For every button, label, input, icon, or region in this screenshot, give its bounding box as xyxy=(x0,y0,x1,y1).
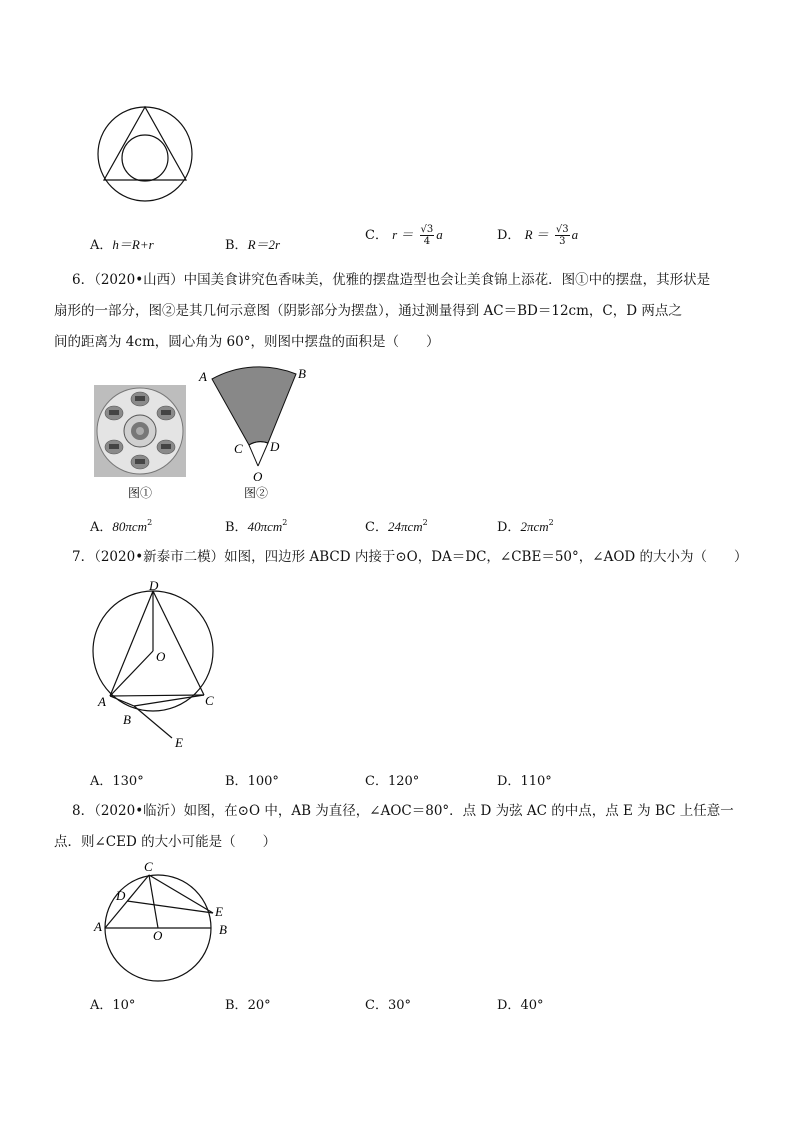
q8-option-a: A．10° xyxy=(90,998,136,1013)
q8-label-A: A xyxy=(94,919,102,934)
q6-line-3: 间的距离为 4cm，圆心角为 60°，则图中摆盘的面积是（ ） xyxy=(54,334,440,350)
q7-option-a: A．130° xyxy=(90,774,144,789)
q7-option-c: C．120° xyxy=(365,774,420,789)
q6-label-A: A xyxy=(199,369,207,384)
q7-option-d: D．110° xyxy=(497,774,552,789)
q7-text xyxy=(72,542,748,573)
q7-label-O: O xyxy=(156,649,166,664)
q6-text xyxy=(54,265,722,358)
q6-option-b: B．40πcm$^2$ xyxy=(225,518,288,535)
q6-line-2: 扇形的一部分，图②是其几何示意图（阴影部分为摆盘），通过测量得到 AC＝BD＝12cm，C，D 两点之 xyxy=(54,303,682,319)
q8-label-C: C xyxy=(144,859,153,874)
q5-option-d: D． R ＝ $\frac{√3}{3}$ a xyxy=(497,224,579,247)
q5-c-fraction: $\frac{√3}{4}$ xyxy=(420,224,434,247)
q6-caption-1: 图① xyxy=(128,486,153,500)
q5-d-fraction: $\frac{√3}{3}$ xyxy=(555,224,569,247)
q6-option-d: D．2πcm$^2$ xyxy=(497,518,554,535)
q8-label-B: B xyxy=(219,922,227,937)
q6-option-c: C．24πcm$^2$ xyxy=(365,518,428,535)
q6-option-a: A．80πcm$^2$ xyxy=(90,518,153,535)
q6-plate-photo xyxy=(94,385,186,477)
q7-label-A: A xyxy=(98,694,106,709)
q8-line-2: 点．则∠CED 的大小可能是（ ） xyxy=(54,834,277,850)
q8-line-1: 8．（2020•临沂）如图，在⊙O 中，AB 为直径，∠AOC＝80°．点 D 为弦 AC 的中点，点 E 为 BC 上任意一 xyxy=(72,803,734,819)
q7-label-E: E xyxy=(175,735,183,750)
q5-option-a: A．h＝R+r xyxy=(90,237,154,253)
q6-caption-2: 图② xyxy=(244,486,269,500)
q7-option-b: B．100° xyxy=(225,774,279,789)
q6-label-D: D xyxy=(270,439,280,454)
q8-option-d: D．40° xyxy=(497,998,544,1013)
q5-option-b: B．R＝2r xyxy=(225,237,281,253)
q8-option-b: B．20° xyxy=(225,998,271,1013)
q6-label-O: O xyxy=(253,469,263,484)
q6-label-C: C xyxy=(234,441,243,456)
q7-label-B: B xyxy=(123,712,131,727)
q6-line-1: 6．（2020•山西）中国美食讲究色香味美，优雅的摆盘造型也会让美食锦上添花．图①中的摆盘，其形状是 xyxy=(72,272,711,288)
q8-figure xyxy=(88,856,238,988)
q7-line-1: 7．（2020•新泰市二模）如图，四边形 ABCD 内接于⊙O，DA＝DC，∠CBE＝50°，∠AOD 的大小为（ ） xyxy=(72,549,748,565)
q6-label-B: B xyxy=(298,366,306,381)
q6-sector-figure xyxy=(196,364,316,486)
q8-text xyxy=(54,796,734,858)
q8-label-E: E xyxy=(215,904,223,919)
q8-label-D: D xyxy=(116,888,126,903)
q8-label-O: O xyxy=(153,928,163,943)
q5-figure xyxy=(94,104,198,204)
q8-option-c: C．30° xyxy=(365,998,411,1013)
q5-option-c: C． r ＝ $\frac{√3}{4}$ a xyxy=(365,224,443,247)
q7-figure xyxy=(90,580,230,752)
q7-label-D: D xyxy=(149,580,159,593)
q7-label-C: C xyxy=(205,693,214,708)
